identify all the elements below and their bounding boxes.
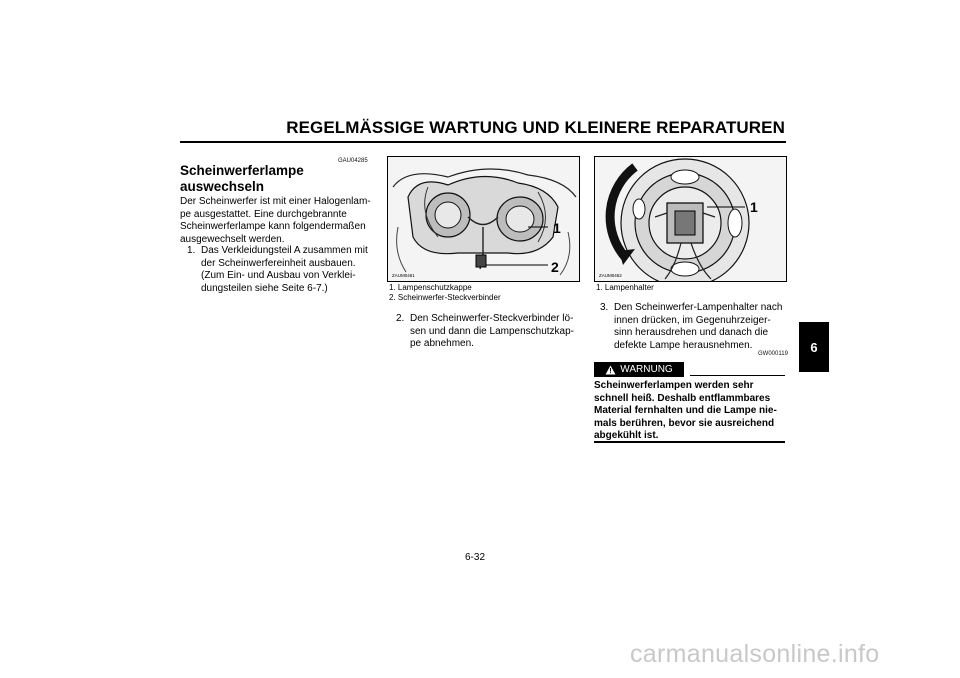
figure-code: ZAUM0462 [599, 273, 622, 278]
section-code: GAU04285 [338, 158, 368, 164]
callout-1: 1 [750, 199, 758, 215]
bulb-holder-figure [594, 156, 787, 282]
warning-triangle-icon [605, 365, 616, 375]
step-line: innen drücken, im Gegenuhrzeiger- [614, 314, 771, 326]
header-rule [180, 141, 786, 143]
chapter-tab: 6 [799, 322, 829, 372]
step-number: 2. [396, 313, 405, 324]
warning-code: GW000119 [758, 351, 788, 357]
figure-1-caption [389, 283, 501, 303]
page-header-title: REGELMÄSSIGE WARTUNG UND KLEINERE REPARATUREN [286, 118, 785, 137]
warning-line: schnell heiß. Deshalb entflammbares [594, 392, 771, 404]
step-line: pe abnehmen. [410, 338, 474, 349]
warning-rule-top [690, 375, 785, 376]
watermark: carmanualsonline.info [630, 640, 880, 668]
step-number: 3. [600, 302, 609, 313]
step-line: Den Scheinwerfer-Steckverbinder lö- [410, 313, 574, 324]
step-line: Den Scheinwerfer-Lampenhalter nach [614, 302, 783, 313]
warning-rule-bottom [594, 441, 785, 443]
step-line: (Zum Ein- und Ausbau von Verklei- [201, 270, 356, 281]
step-line: dungsteilen siehe Seite 6-7.) [201, 282, 328, 294]
headlight-figure-1 [387, 156, 580, 282]
figure-2-caption [596, 283, 654, 293]
headlight-rear-illustration [388, 157, 579, 281]
intro-paragraph [180, 196, 376, 246]
warning-line: Scheinwerferlampen werden sehr [594, 380, 754, 391]
step-line: sinn herausdrehen und danach die [614, 327, 769, 338]
step-line: defekte Lampe herausnehmen. [614, 339, 753, 351]
warning-line: mals berühren, bevor sie ausreichend [594, 417, 775, 429]
callout-2: 2 [551, 259, 559, 275]
intro-line: pe ausgestattet. Eine durchgebrannte [180, 208, 347, 220]
step-2 [396, 313, 578, 353]
warning-line: abgekühlt ist. [594, 430, 659, 441]
intro-line: Scheinwerferlampe kann folgendermaßen [180, 221, 366, 232]
warning-badge [594, 362, 684, 377]
step-line: der Scheinwerfereinheit ausbauen. [201, 257, 356, 269]
caption-line: 2. Scheinwerfer-Steckverbinder [389, 293, 501, 302]
intro-line: Der Scheinwerfer ist mit einer Halogenlam- [180, 196, 371, 207]
warning-text [594, 380, 785, 443]
step-line: sen und dann die Lampenschutzkap- [410, 325, 575, 337]
warning-line: Material fernhalten und die Lampe nie- [594, 405, 777, 416]
section-title-line-2: auswechseln [180, 179, 265, 194]
step-number: 1. [187, 245, 196, 256]
caption-line: 1. Lampenhalter [596, 283, 654, 292]
caption-line: 1. Lampenschutzkappe [389, 283, 472, 292]
bulb-holder-illustration [595, 157, 786, 281]
figure-code: ZAUM0461 [392, 273, 415, 278]
callout-1: 1 [553, 220, 561, 236]
section-title [180, 163, 380, 195]
intro-line: ausgewechselt werden. [180, 233, 285, 245]
page-number: 6-32 [465, 552, 486, 563]
step-line: Das Verkleidungsteil A zusammen mit [201, 245, 368, 256]
section-title-line-1: Scheinwerferlampe [180, 163, 304, 178]
step-1 [187, 245, 377, 305]
warning-label: WARNUNG [620, 364, 673, 375]
step-3 [600, 302, 786, 352]
